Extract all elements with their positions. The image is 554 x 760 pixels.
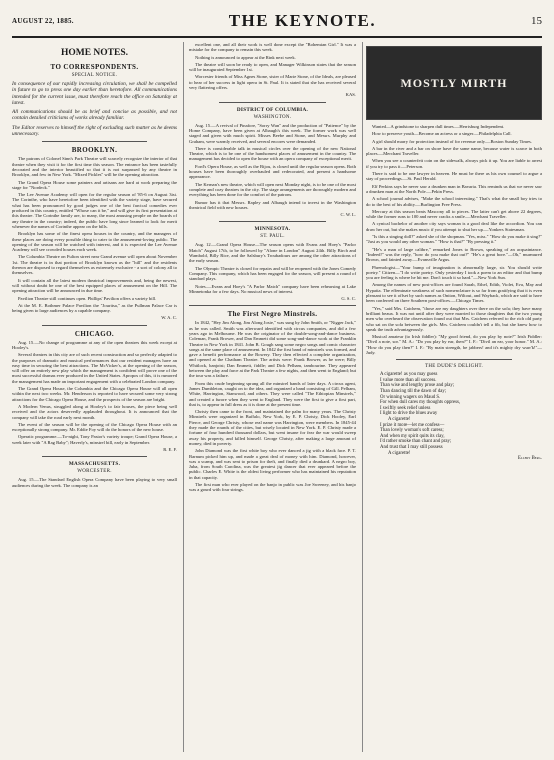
joke-item: Among the names of new post-offices are found Sarah, Ethel, Edith, Violet, Eva, May and Hypatia. The effeminate weakness of such nomenclature is so far from gratifying that it is even pleasant to see it offset by such names as Oniton, Wiltout, and Wayback, which are said to have been conferred on three Southern post-offices.—Chicago Times. bbox=[366, 282, 542, 304]
poem-line: I value more than all success. bbox=[380, 377, 437, 383]
divider bbox=[219, 221, 326, 222]
article-paragraph: John Diamond was the first white boy who ever danced a jig with a black face. P. T. Barnum picked him up, and made a great deal of money with him. Diamond, however, was a scamp, and was sent to prison for theft, and finally died a drunkard. A negro boy, Juba, from South Carolina, was the greatest jig dancer that ever appeared before the public. Charles E. White is the oldest living performer who has maintained his reputation in that capacity. bbox=[189, 448, 356, 480]
divider bbox=[189, 305, 356, 306]
article-paragraph: Worcester friends of Miss Agnes Stone, sister of Marie Stone, of the Ideals, are pleased to hear of her success in light opera in St. Paul. It is stated that she has received several very flattering offers. bbox=[189, 74, 356, 91]
special-notice-text: In consequence of our rapidly increasing circulation, we shall be compelled in future to go to press one day earlier than heretofore. All communications intended for the current issue, must therefore reach the office on Saturday at latest. bbox=[12, 81, 177, 106]
poem-author: Ellery Berg. bbox=[517, 456, 542, 462]
correspondent-signature: R. E. F. bbox=[163, 447, 177, 453]
article-paragraph: Aug. 15.—The Standard English Opera Company have been playing to very small audiences during the week. The company is an bbox=[12, 477, 177, 488]
poem-line: Or winning wagers on Maud S. bbox=[380, 394, 441, 400]
article-paragraph: Notes.—Evans and Hoey's "A Parlor Match" company have been rehearsing at Lake Minnetonka for a few days. No musical news of interest. bbox=[189, 283, 356, 294]
divider bbox=[42, 325, 147, 326]
minnesota-heading: MINNESOTA. bbox=[254, 226, 291, 233]
page-number: 15 bbox=[531, 15, 542, 27]
joke-item: Phrenologist—"Your bump of imagination is abnormally large, sir. You should write poetry." Citizen—"I do write poetry. Only yesterday I took a poem to an editor and that bump you are feeling is where he hit me. Don't touch it so hard."—New York Sun. bbox=[366, 264, 542, 281]
column-1 bbox=[12, 42, 184, 752]
washington-heading: WASHINGTON. bbox=[253, 114, 292, 120]
joke-item: A cynical bachelor of another city says woman is a good deal like the accordion. You can draw her out, but she makes music if you attempt to shut her up.—Yonkers Statesman. bbox=[366, 221, 542, 232]
poem-line: I prize it more—let me confess— bbox=[380, 422, 445, 428]
joke-item: "Is this a singing doll?" asked she of the shopman. "Yes, miss." "How do you make it sing?" "Just as you would any other woman." "How is that?" "By pressing it." bbox=[366, 234, 542, 245]
correspondent-signature: W. A. C. bbox=[161, 315, 177, 321]
article-paragraph: Aug. 15.—A revival of Pinafore, "Sorry Wan" and the production of "Patience" by the Home Company, have been given at Albaugh's this week. The former work was well staged and given with much spirit. Misses Beebe and Stone, and Messrs. Murphy and Graham, were warmly received, and several encores were demanded. bbox=[189, 122, 356, 144]
article-paragraph: It will contain all the latest modern theatrical improvements and, being the newest, will without doubt be one of the best equipped places of amusement on the Hill. The opening attraction will be announced in due time. bbox=[12, 277, 177, 294]
article-paragraph: Rumor has it that Messrs. Rapley and Albaugh intend to invest in the Washington theatrical field with new houses. bbox=[189, 199, 356, 210]
poem bbox=[380, 372, 542, 456]
article-paragraph: The Grand Opera House some painters and artisans are hard at work preparing the stage for "Nordeck." bbox=[12, 179, 177, 190]
joke-item: A bar in the river and a bar on shore have the same name, because water is scarce in both places.—Merchant Traveller. bbox=[366, 145, 542, 157]
article-paragraph: Ford's Opera House, as well as the Bijou, is closed until the regular season opens. Both houses have been thoroughly overhauled and redecorated, and present a handsome appearance. bbox=[189, 163, 356, 180]
poem-line: A cigarette! bbox=[388, 450, 411, 456]
poem-line: Than lovely woman's soft caress; bbox=[380, 428, 444, 434]
joke-item: "He's a man of large calibre," remarked Jones to Brown, speaking of an acquaintance. "Indeed!" was the reply, "how do you make that out?" "He's a great bore."—Oh," murmured Brown, and fainted away.—Evansville Argus. bbox=[366, 246, 542, 263]
article-paragraph: excellent one, and all their work is well done except the "Bohemian Girl." It was a mistake for the company to remain this week. bbox=[189, 42, 356, 53]
correspondent-signature: G. S. C. bbox=[341, 296, 356, 302]
article-paragraph: A Modern Venus, struggled along at Hooley's to fair houses, the piece being well received and the actors deservedly applauded throughout. It is announced that the company will take the road early next month. bbox=[12, 403, 177, 420]
article-paragraph: Brooklyn has some of the finest opera houses in the country, and the managers of these places are doing every possible thing to cater to the amusement-loving public. The opening of the season will be watched with interest, and it is expected the Lee Avenue Academy will see crowded houses each week. bbox=[12, 231, 177, 253]
poem-line: And when my spirit quits its clay, bbox=[380, 433, 445, 439]
joke-item: Mercury at this season beats Mascony all to pieces. The latter can't get above 22 degrees, while the former runs to 100 and never cracks a smile.—Merchant Traveller. bbox=[366, 208, 542, 220]
worcester-heading: WORCESTER. bbox=[77, 469, 112, 475]
correspondent-signature: KAS. bbox=[345, 92, 356, 98]
poem-line: A cigarette! as you may guess bbox=[380, 372, 438, 378]
publication-title: THE KEYNOTE. bbox=[228, 11, 377, 30]
joke-item: There is said to be one lawyer in heaven. He must be there as his own counsel to argue a stay of proceedings.—St. Paul Herald. bbox=[366, 171, 542, 182]
special-notice-heading: SPECIAL NOTICE. bbox=[71, 73, 118, 78]
home-notes-heading: HOME NOTES. bbox=[60, 48, 129, 58]
article-paragraph: Several theatres in this city are of such recent construction and so perfectly adapted to the purposes of dramatic and musical performances that our resident managers have an easy time in securing the best attractions. The McVicker's, at the opening of the season, will offer an entirely new play which the management is confident will prove one of the most successful dramas ever produced in the United States. Apropos of this, it is rumored the management has made an important engagement with a celebrated London company. bbox=[12, 352, 177, 384]
correspondent-signature: C. W. L. bbox=[340, 212, 356, 218]
article-paragraph: Operatic programme.—To-night, Tony Pastor's variety troupe; Grand Opera House, a week later with "A Rag Baby"; Haverly's, minstrel bill, early in September. bbox=[12, 434, 177, 445]
article-paragraph: Aug. 15.—No change of programme at any of the open theatres this week except at Hooley's. bbox=[12, 339, 177, 350]
article-paragraph: There is considerable talk in musical circles over the opening of the new National Theatre, which is to be one of the handsomest places of amusement in the country. The management has decided to open the house with an opera company of exceptional merit. bbox=[189, 145, 356, 162]
poem-line: For when dull cares my thoughts oppress, bbox=[380, 400, 461, 406]
article-paragraph: The Olympic Theatre is closed for repairs and will be reopened with the Jones Comedy Company. This company, which has been engaged for the season, will present a round of standard plays. bbox=[189, 265, 356, 282]
article-paragraph: The event of the season will be the opening of the Chicago Opera House with an exceptionally strong company. Mr. Eddie Foy will do the honors of the new house. bbox=[12, 421, 177, 433]
article-paragraph: The Lee Avenue Academy will open for the regular season of '85-6 on August 3ist. The Corinthe, who have heretofore been identified with the variety stage, have secured what has been pronounced by good judges one of the best farcical comedies ever produced in this country, entitled "Whose can it be," and will give its first presentation at this theatre. The Corinthe family are, to many, the most amusing people on the boards of any theatre in the country; indeed, the public have long since learned to look for merit whenever the names of Corinthe appear on the bills. bbox=[12, 192, 177, 229]
poem-line: Than dancing till the dawn of day; bbox=[380, 389, 447, 395]
joke-item: When you see a counterfeit coin on the sidewalk, always pick it up. You are liable to arrest if you try to pass it.—Peterson. bbox=[366, 158, 542, 169]
poem-line: A cigarette! bbox=[388, 417, 411, 423]
masthead bbox=[12, 6, 542, 38]
editor-notice: The Editor reserves to himself the right of excluding such matter as he deems unnecessary. bbox=[12, 124, 177, 138]
article-paragraph: The patrons of Colonel Sinn's Park Theatre will scarcely recognize the interior of that theatre when they visit it for the first time this season. The entrance has been tastefully decorated and the interior beautified so that it is not surpassed by any theatre in Brooklyn, and few in New York. "Mixed Pickles" will be the opening attraction. bbox=[12, 156, 177, 178]
brooklyn-heading: BROOKLYN. bbox=[71, 146, 118, 155]
article-paragraph: Nothing is announced to appear at the Rink next week. bbox=[195, 54, 296, 60]
column-3 bbox=[366, 42, 542, 752]
article-paragraph: In 1842, "Hey Jim Along, Jim Along Josie," was sung by John Smith, or "Nigger Jack," as he was called. Smith was afterward identified with circus companies, and did a few years ago in Melbourne. He was the originator of the double-song-and-dance business. Coleman, Frank Brower, and Dan Emmett did some song-and-dance work at the Franklin Theatre in New York in 1841. John B. Gough sang some negro songs and comic character songs at the same place of amusement. In 1842 the first band of minstrels was formed, and gave a benefit performance at the Bowery. They then effected a complete organization, and opened at the Chatham Theatre. The artists were: Frank Brower, as he were; Billy Whitlock, banjoist; Dan Emmett, fiddle; and Dick Pelham, tambourine. They appeared between the play and farce at the Park Theatre a few nights, and then went to England; but the tour was a failure. bbox=[189, 320, 356, 379]
joke-item: Elf Perkins says he never saw a drunken man in Bavaria. This reminds us that we never saw a drunken man at the North Pole.—Pekin Press. bbox=[366, 183, 542, 194]
article-paragraph: Christy then came to the front, and maintained the palm for many years. The Christy Minstrels were organized in Buffalo, New York, by E. P. Christy, Dick Hooley, Earl Pierce, and George Christy, whose real name was Harrington, were members. In 1845-44 they made the rounds of the cities, but wisely located in New York. E. P. Christy made a fortune of four hundred thousand dollars, but went insane for fear the war would sweep away his property, and killed himself. George Christy, after making a large amount of money, died in poverty. bbox=[189, 409, 356, 446]
joke-item: A girl should marry for protection instead of for revenue only.—Boston Sunday Times. bbox=[372, 138, 532, 144]
article-paragraph: At the M. E. Bothmer Palace Pavilion the "Jouritsa," as the Pullman Palace Car is being given to large audiences by a capable company. bbox=[12, 302, 177, 314]
massachusetts-heading: MASSACHUSETTS. bbox=[68, 461, 121, 468]
article-paragraph: Aug. 12.—Grand Opera House—The season opens with Evans and Hoey's "Parlor Match" August 17th, to be followed by "Alone in London" August 24th. Billy Birch and Wambold, Billy Rice, and the Salsbury's Troubadours are among the other attractions of the early season. bbox=[189, 242, 356, 264]
article-paragraph: The Columbia Theatre on Fulton street near Grand avenue will open about November 1st. The theatre is in that portion of Brooklyn known as the "hill" and the residents thereon are disposed to regard themselves as extremely exclusive - a sort of colony all to themselves. bbox=[12, 254, 177, 276]
chicago-heading: CHICAGO. bbox=[74, 329, 115, 338]
joke-item: Musical amateur (to Irish fiddler): "My good friend, do you play by note?" Irish Fiddler: "Divil a note, sor." M. A.: "Do you play by ear, then?" I. F.: "Divil an ear, yoor honor." M. A.: "How do you play then?" I. F.: "By main strength, be jabbers! and it's mighty dry wurr'k!"—Judy. bbox=[366, 334, 542, 355]
joke-item: Wanted—A grindstone to sharpen dull times.—Herrisburg Independent. bbox=[372, 124, 505, 129]
st-paul-heading: ST. PAUL. bbox=[260, 234, 285, 240]
brevity-notice: All communications should be as brief and concise as possible, and not contain detailed criticisms of works already familiar. bbox=[12, 109, 177, 122]
issue-date: AUGUST 22, 1885. bbox=[12, 17, 74, 25]
poem-line: I swiftly seek relief unless bbox=[380, 405, 431, 411]
poem-line: Than wise and lengthy prose and play; bbox=[380, 383, 455, 389]
divider bbox=[396, 359, 512, 360]
poem-heading: THE DUDE'S DELIGHT. bbox=[424, 364, 484, 370]
joke-item: How to preserve youth—Become an actress or a singer.—Philadelphia Call. bbox=[372, 131, 512, 137]
divider bbox=[42, 141, 147, 142]
article-paragraph: The Kernan's new theatre, which will open next Monday night, is to be one of the most complete and cozy theatres in the city. The stage arrangements are thoroughly modern and everything has been done for the comfort of the patrons. bbox=[189, 181, 356, 198]
article-paragraph: Pavilion Theatre still continues open. Phillips' Pavilion offers a variety bill. bbox=[18, 295, 157, 301]
poem-line: I'd rather smoke than chant and pray; bbox=[380, 439, 452, 445]
divider bbox=[219, 102, 326, 103]
article-paragraph: From this crude beginning sprang all the minstrel bands of later days. A circus agent, James Dumbleton, caught on to the idea, and organized a band consisting of Gill. Pelham, White, Harrington, Stanwood, and others. They were called "The Ethiopian Minstrels," and created a furore when they went to England. They were the first to give a first part, that is, to appear in full dress as it is done at the present time. bbox=[189, 380, 356, 407]
poem-line: And trust that I may still possess bbox=[380, 445, 443, 450]
column-2 bbox=[189, 42, 363, 752]
article-paragraph: The Grand Opera House, the Columbia and the Chicago Opera House will all open within the next two weeks. Mr. Henderson is reported to have secured some very strong attractions for the Chicago Opera House, and the prospects of the season are bright. bbox=[12, 386, 177, 402]
article-paragraph: The theatre will soon be ready to open, and Manager Wilkinson states that the season will be inaugurated September 1st. bbox=[189, 61, 356, 73]
joke-item: "Yes," said Mrs. Catchem, "those are my daughters over there on the sofa; they have many brilliant beaux. It was not until after they were married to those daughters that the two young men who overheard the observation found out that Mrs. Catchem referred to the rich old party who sat on the sofa between the girls. Mrs. Catchem couldn't tell a fib, but she knew how to speak the truth advantageously. bbox=[366, 305, 542, 332]
mostly-mirth-banner: MOSTLY MIRTH bbox=[366, 46, 542, 120]
district-of-columbia-heading: DISTRICT OF COLUMBIA. bbox=[236, 106, 309, 113]
correspondents-heading: TO CORRESPONDENTS. bbox=[50, 63, 139, 71]
poem-line: I light to drive the blues away bbox=[380, 411, 438, 417]
joke-item: A school journal advises, "Make the school interesting." That's what the small boy tries to do to the best of his ability.—Burlington Free Press. bbox=[366, 196, 542, 207]
divider bbox=[42, 456, 147, 457]
minstrels-heading: The First Negro Minstrels. bbox=[227, 310, 318, 319]
article-paragraph: The first man who ever played on the banjo in public was Joe Sweeney, and his banjo was a gourd with four strings. bbox=[189, 482, 356, 493]
